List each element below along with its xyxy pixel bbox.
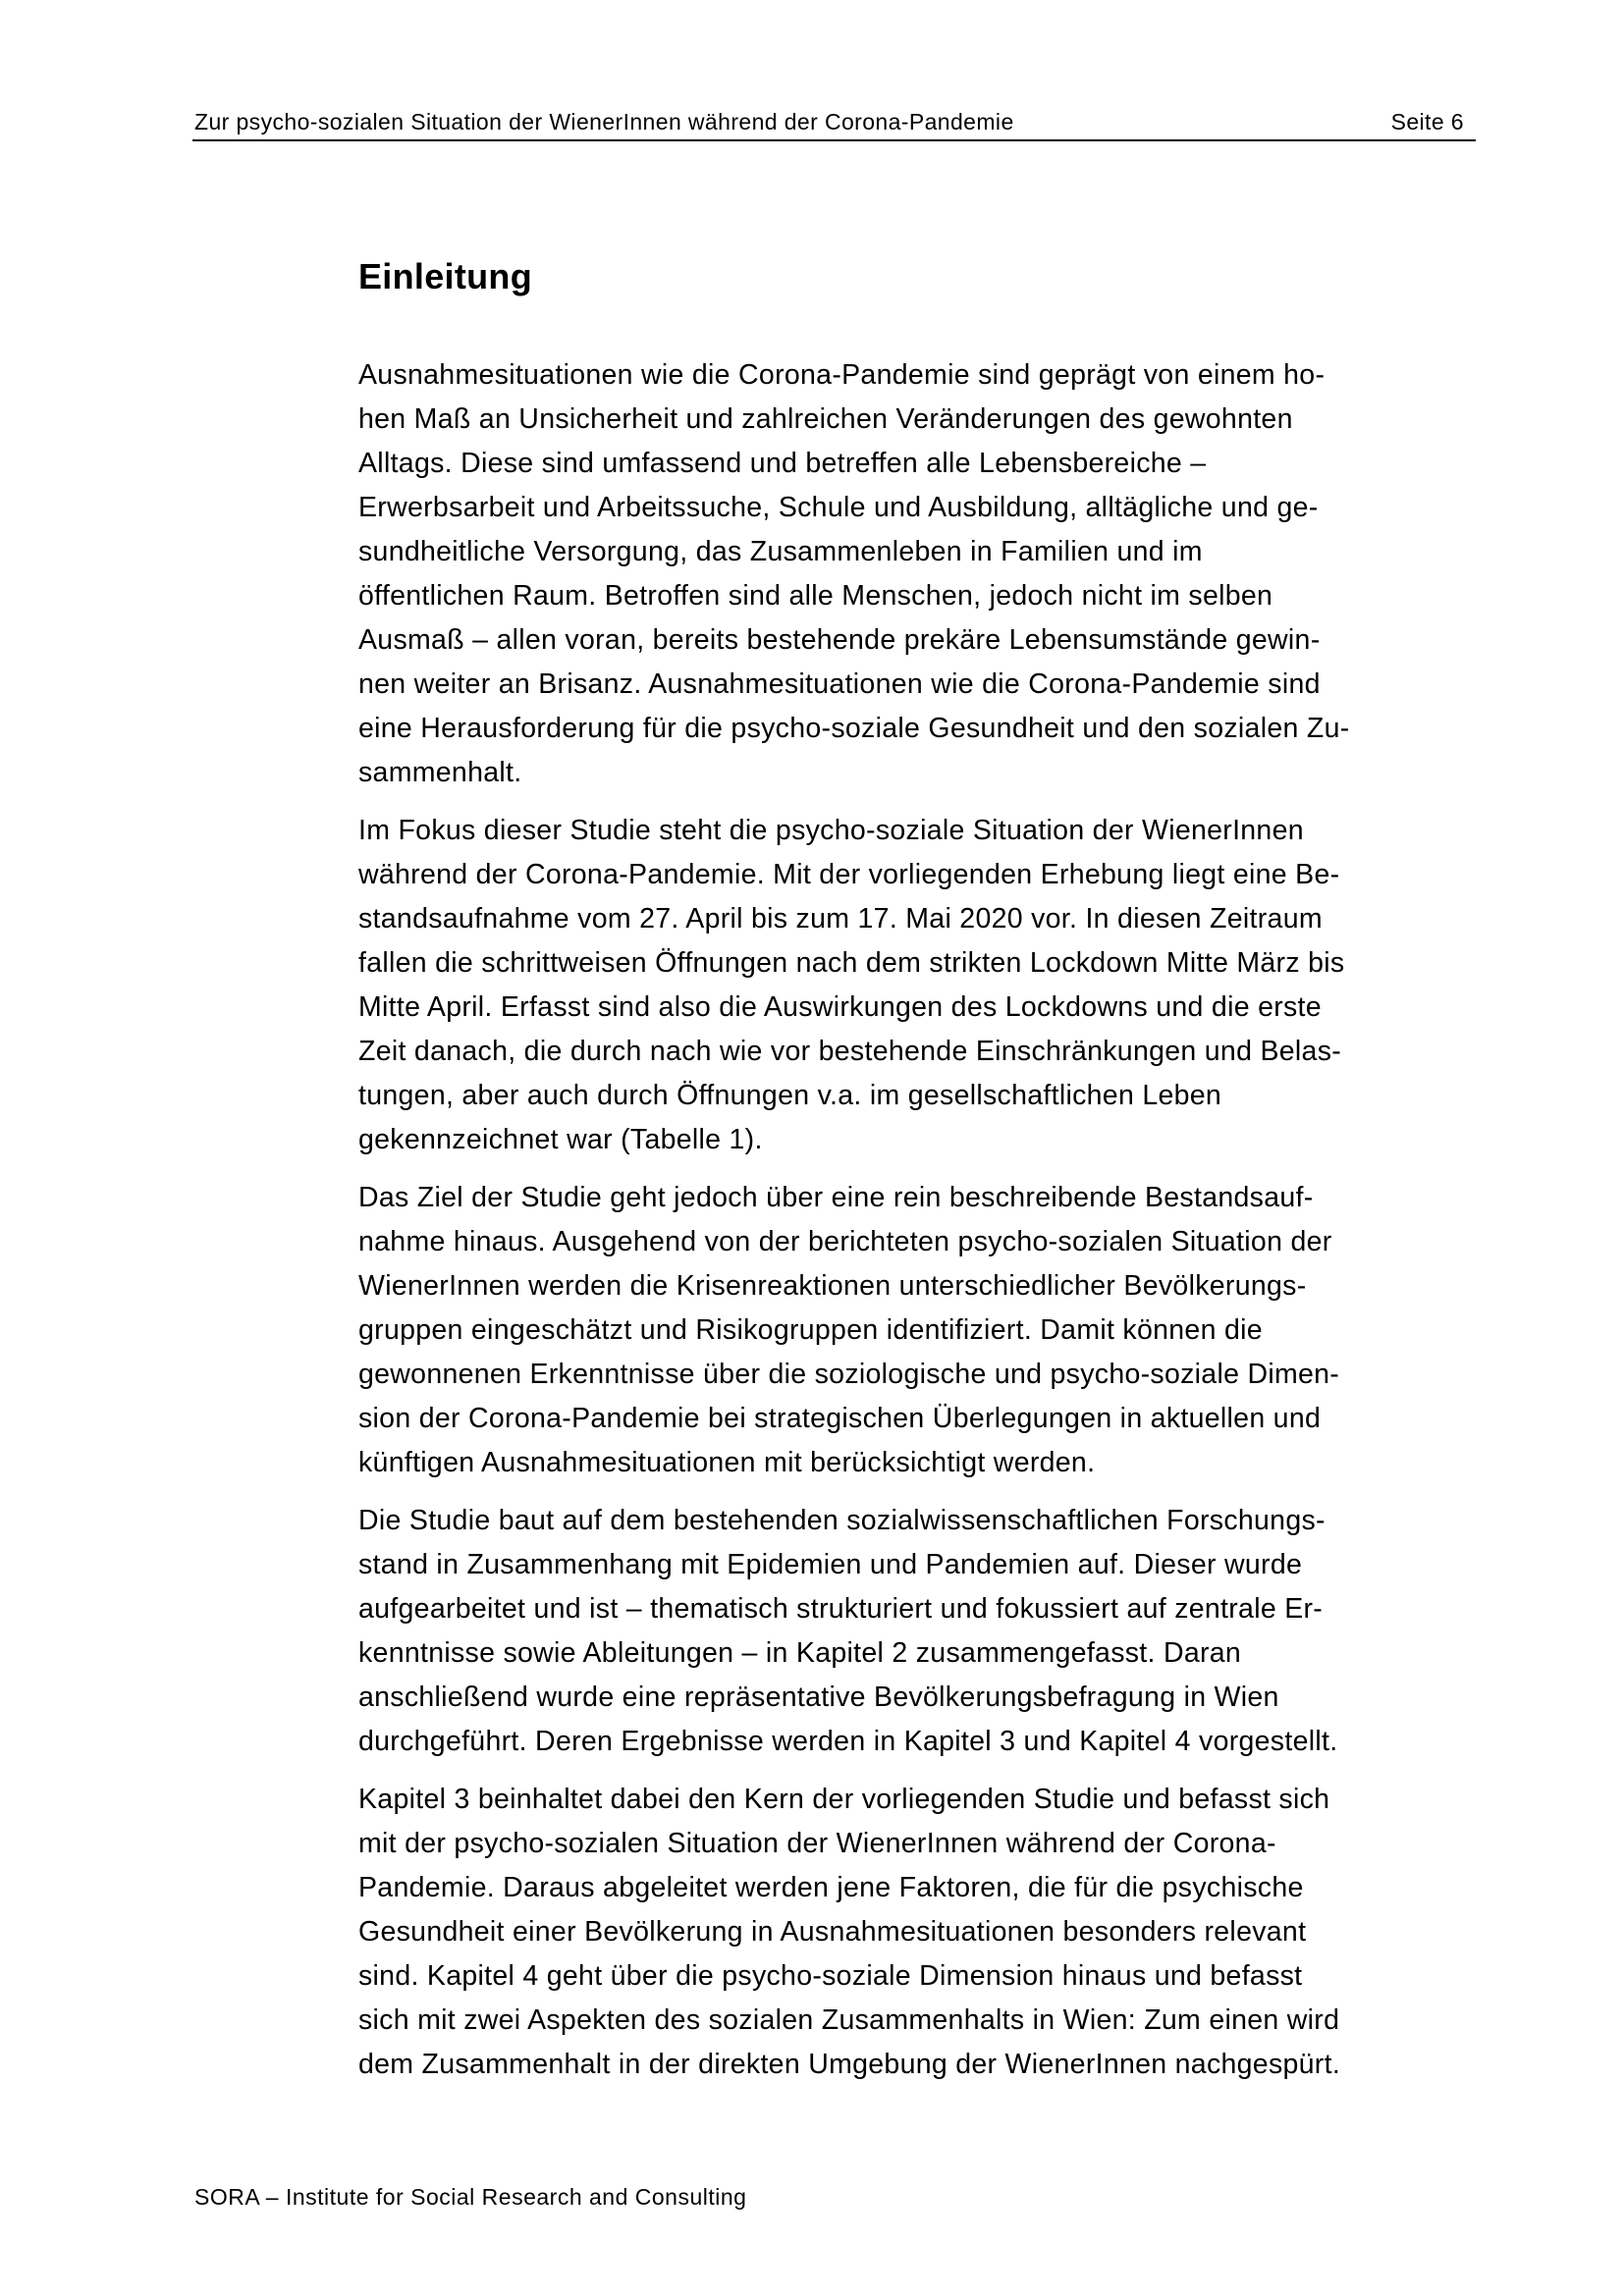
page-number: Seite 6 — [1390, 109, 1464, 134]
page-footer: SORA – Institute for Social Research and Consulting — [194, 2184, 747, 2210]
paragraph-line: aufgearbeitet und ist – thematisch strukturiert und fokussiert auf zentrale Er- — [358, 1593, 1324, 1625]
paragraph-line: WienerInnen werden die Krisenreaktionen unterschiedlicher Bevölkerungs- — [358, 1270, 1307, 1302]
paragraph — [358, 353, 1463, 795]
paragraph-line: eine Herausforderung für die psycho-soziale Gesundheit und den sozialen Zu- — [358, 713, 1350, 744]
paragraph-line: anschließend wurde eine repräsentative Bevölkerungsbefragung in Wien — [358, 1682, 1279, 1713]
paragraph — [358, 1778, 1463, 2087]
body-text — [358, 353, 1463, 2087]
paragraph-line: gekennzeichnet war (Tabelle 1). — [358, 1124, 763, 1155]
paragraph-line: Das Ziel der Studie geht jedoch über eine rein beschreibende Bestandsauf- — [358, 1182, 1314, 1213]
paragraph-line: sich mit zwei Aspekten des sozialen Zusammenhalts in Wien: Zum einen wird — [358, 2004, 1340, 2036]
paragraph — [358, 1176, 1463, 1485]
paragraph-line: sundheitliche Versorgung, das Zusammenleben in Familien und im — [358, 536, 1203, 567]
paragraph — [358, 1499, 1463, 1764]
paragraph-line: hen Maß an Unsicherheit und zahlreichen Veränderungen des gewohnten — [358, 403, 1293, 435]
paragraph-line: Die Studie baut auf dem bestehenden sozialwissenschaftlichen Forschungs- — [358, 1505, 1326, 1536]
paragraph-line: Pandemie. Daraus abgeleitet werden jene Faktoren, die für die psychische — [358, 1872, 1304, 1903]
paragraph-line: Gesundheit einer Bevölkerung in Ausnahmesituationen besonders relevant — [358, 1916, 1307, 1948]
paragraph-line: Ausmaß – allen voran, bereits bestehende prekäre Lebensumstände gewin- — [358, 624, 1321, 656]
paragraph-line: Erwerbsarbeit und Arbeitssuche, Schule und Ausbildung, alltägliche und ge- — [358, 492, 1319, 523]
main-content — [358, 253, 1463, 2101]
paragraph-line: mit der psycho-sozialen Situation der WienerInnen während der Corona- — [358, 1828, 1276, 1859]
section-title: Einleitung — [358, 256, 532, 296]
paragraph-line: kenntnisse sowie Ableitungen – in Kapitel 2 zusammengefasst. Daran — [358, 1637, 1242, 1669]
paragraph-line: gruppen eingeschätzt und Risikogruppen identifiziert. Damit können die — [358, 1314, 1263, 1346]
paragraph-line: während der Corona-Pandemie. Mit der vorliegenden Erhebung liegt eine Be- — [358, 859, 1340, 890]
paragraph-line: standsaufnahme vom 27. April bis zum 17. Mai 2020 vor. In diesen Zeitraum — [358, 903, 1323, 934]
paragraph-line: Zeit danach, die durch nach wie vor bestehende Einschränkungen und Belas- — [358, 1036, 1342, 1067]
paragraph — [358, 809, 1463, 1162]
paragraph-line: Im Fokus dieser Studie steht die psycho-soziale Situation der WienerInnen — [358, 815, 1304, 846]
paragraph-line: dem Zusammenhalt in der direkten Umgebung der WienerInnen nachgespürt. — [358, 2049, 1341, 2080]
paragraph-line: nahme hinaus. Ausgehend von der berichteten psycho-sozialen Situation der — [358, 1226, 1332, 1257]
paragraph-line: sammenhalt. — [358, 757, 522, 788]
paragraph-line: sion der Corona-Pandemie bei strategischen Überlegungen in aktuellen und — [358, 1403, 1322, 1434]
paragraph-line: Ausnahmesituationen wie die Corona-Pandemie sind geprägt von einem ho- — [358, 359, 1326, 391]
paragraph-line: nen weiter an Brisanz. Ausnahmesituationen wie die Corona-Pandemie sind — [358, 668, 1321, 700]
paragraph-line: Mitte April. Erfasst sind also die Auswirkungen des Lockdowns und die erste — [358, 991, 1322, 1023]
paragraph-line: öffentlichen Raum. Betroffen sind alle Menschen, jedoch nicht im selben — [358, 580, 1273, 612]
page-header — [192, 102, 1476, 141]
paragraph-line: fallen die schrittweisen Öffnungen nach dem strikten Lockdown Mitte März bis — [358, 947, 1345, 979]
paragraph-line: Kapitel 3 beinhaltet dabei den Kern der vorliegenden Studie und befasst sich — [358, 1784, 1330, 1815]
paragraph-line: gewonnenen Erkenntnisse über die soziologische und psycho-soziale Dimen- — [358, 1359, 1340, 1390]
paragraph-line: künftigen Ausnahmesituationen mit berücksichtigt werden. — [358, 1447, 1096, 1478]
paragraph-line: durchgeführt. Deren Ergebnisse werden in Kapitel 3 und Kapitel 4 vorgestellt. — [358, 1726, 1338, 1757]
header-title: Zur psycho-sozialen Situation der WienerInnen während der Corona-Pandemie — [194, 109, 1014, 134]
paragraph-line: Alltags. Diese sind umfassend und betreffen alle Lebensbereiche – — [358, 448, 1207, 479]
paragraph-line: tungen, aber auch durch Öffnungen v.a. im gesellschaftlichen Leben — [358, 1080, 1222, 1111]
paragraph-line: sind. Kapitel 4 geht über die psycho-soziale Dimension hinaus und befasst — [358, 1960, 1303, 1992]
paragraph-line: stand in Zusammenhang mit Epidemien und Pandemien auf. Dieser wurde — [358, 1549, 1303, 1580]
